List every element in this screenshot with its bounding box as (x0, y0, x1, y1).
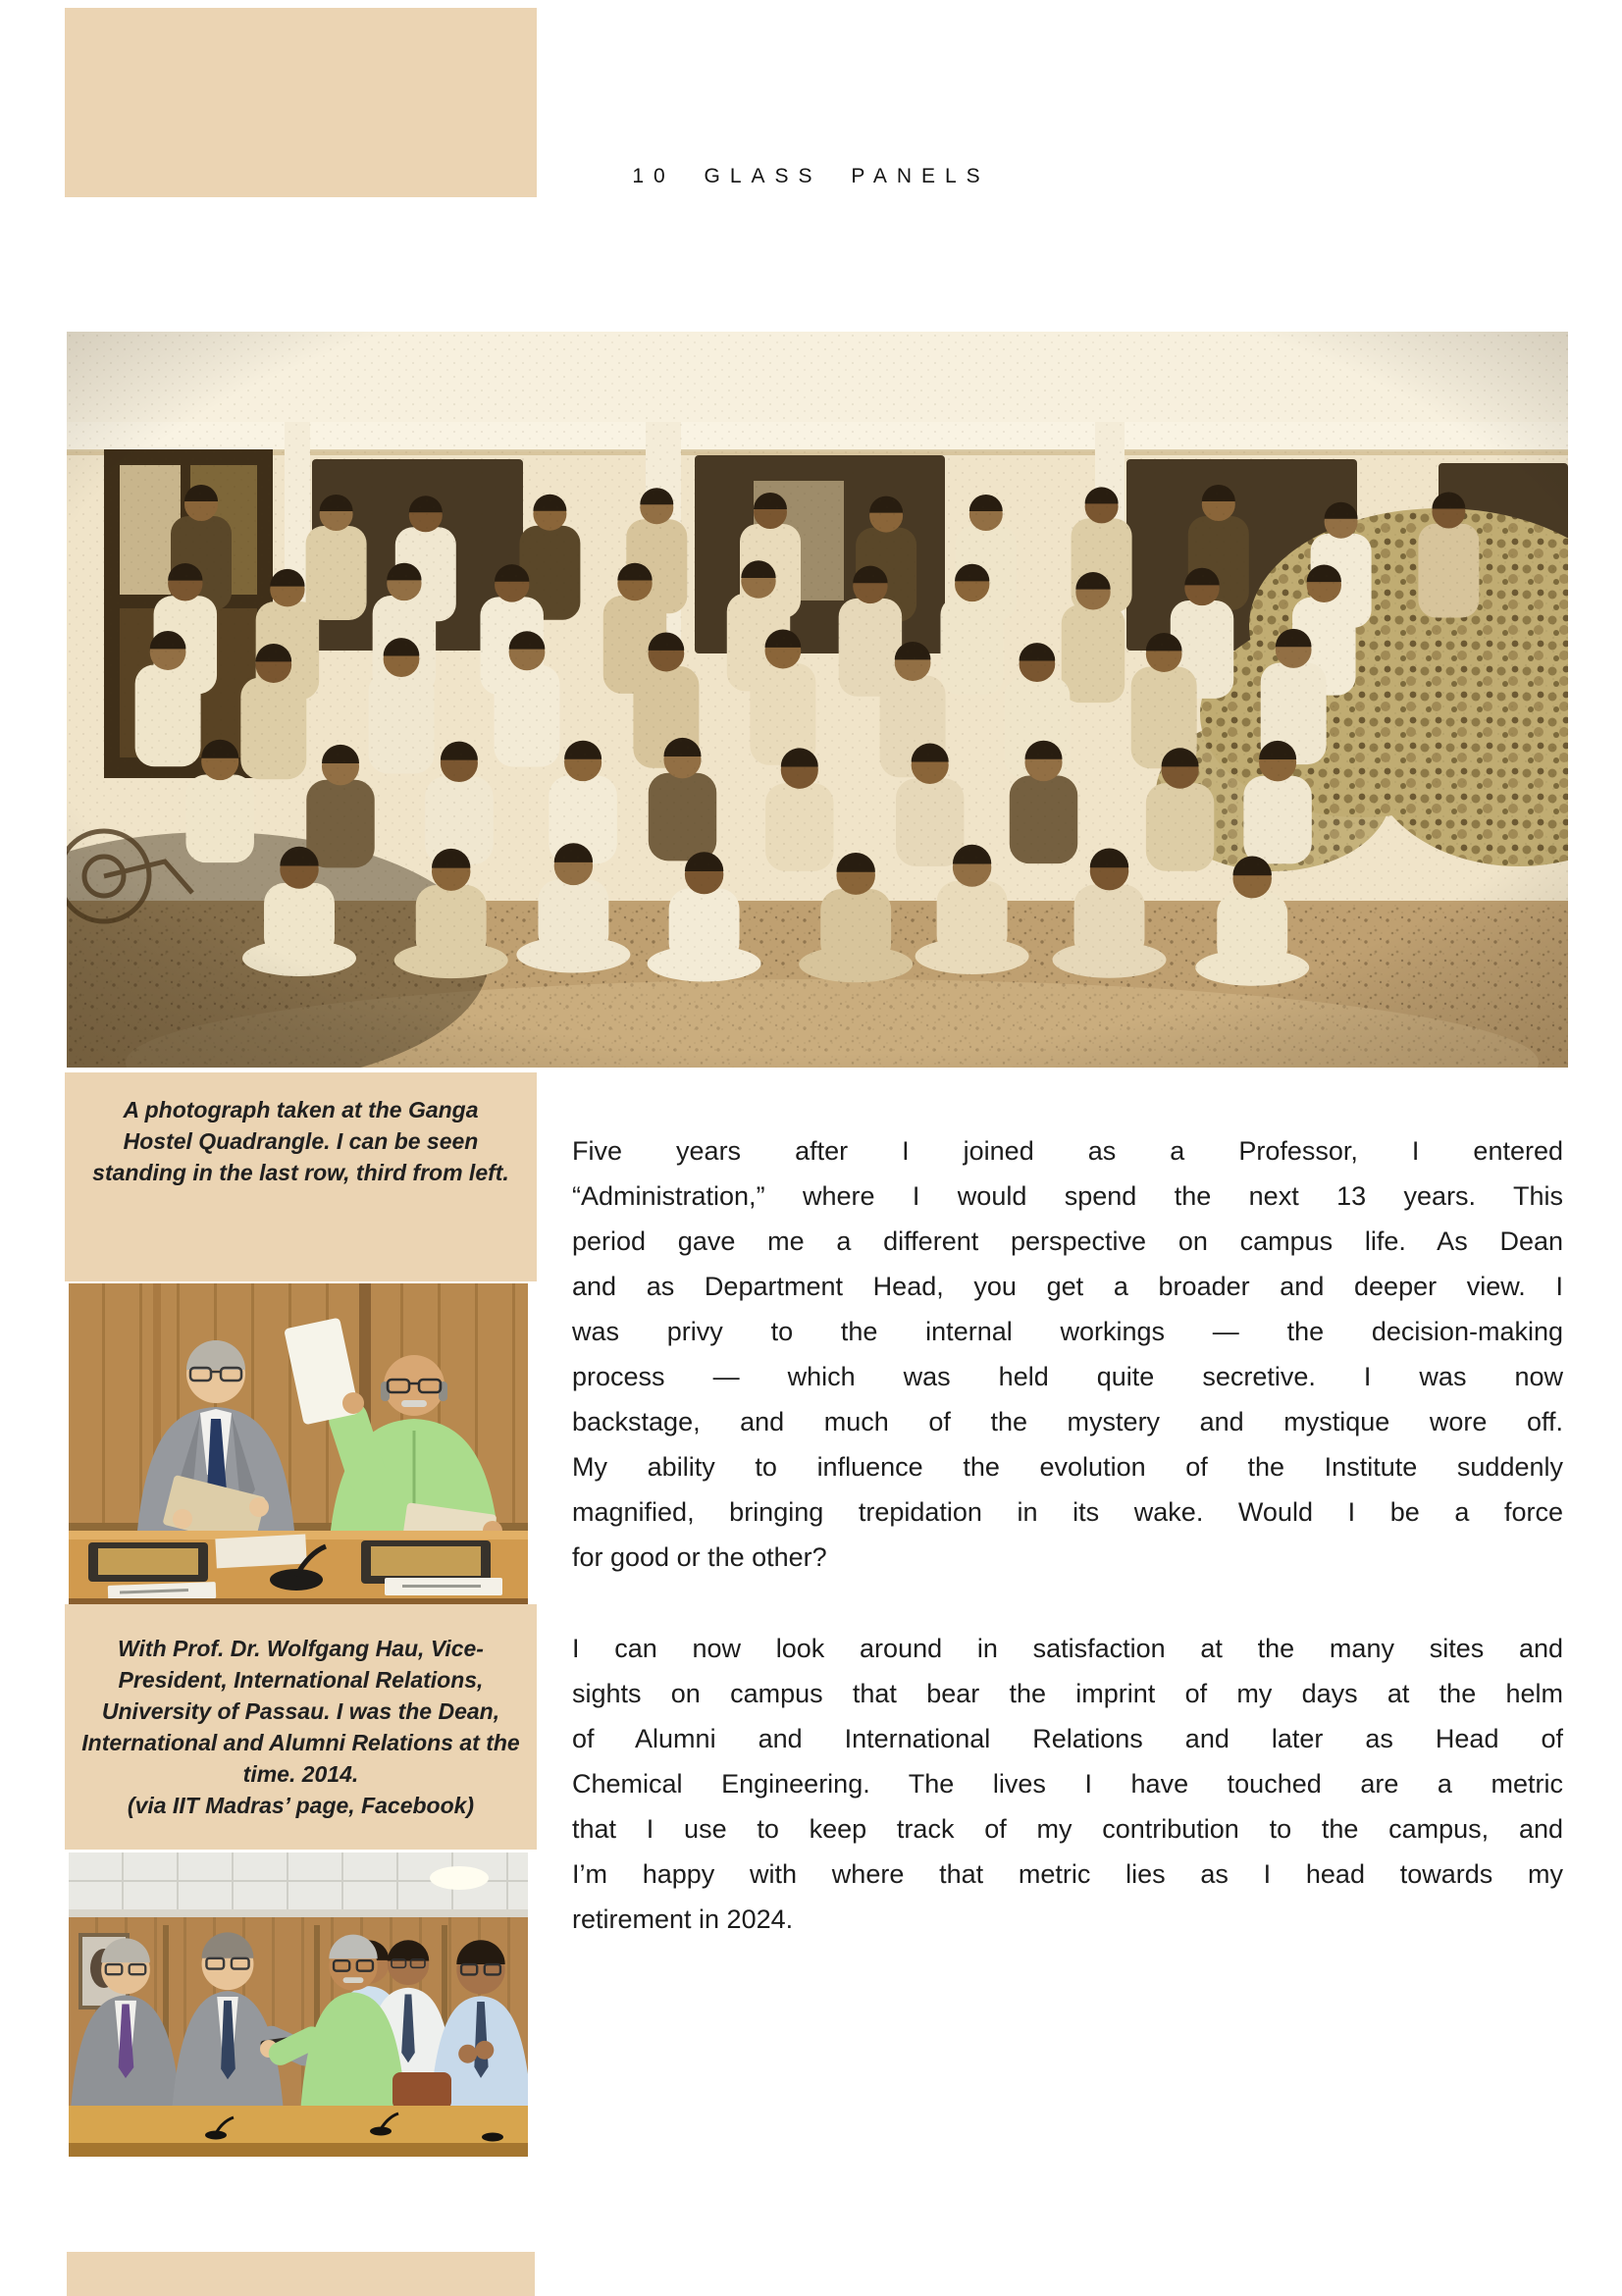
text-line: that I use to keep track of my contribution to the campus, and (572, 1814, 1563, 1844)
text-line: and as Department Head, you get a broader and deeper view. I (572, 1272, 1563, 1301)
quadrangle-photo (67, 332, 1568, 1068)
text-line: “Administration,” where I would spend the next 13 years. This (572, 1181, 1563, 1211)
quadrangle-caption (78, 1094, 523, 1188)
signing-photo-illustration (69, 1283, 528, 1604)
text-line: (via IIT Madras’ page, Facebook) (127, 1793, 475, 1818)
text-line: With Prof. Dr. Wolfgang Hau, Vice- (118, 1636, 484, 1661)
text-line: University of Passau. I was the Dean, (101, 1698, 500, 1724)
text-line: period gave me a different perspective on campus life. As Dean (572, 1226, 1563, 1256)
bottom-accent-block (67, 2252, 535, 2296)
wooden-chair (392, 2072, 451, 2110)
text-line: backstage, and much of the mystery and mystique wore off. (572, 1407, 1563, 1436)
signing-caption-card (65, 1604, 537, 1850)
text-line: Five years after I joined as a Professor, I entered (572, 1136, 1563, 1166)
text-line: for good or the other? (572, 1542, 827, 1572)
text-line: standing in the last row, third from left. (92, 1160, 509, 1185)
text-line: President, International Relations, (118, 1667, 484, 1693)
text-line: A photograph taken at the Ganga (123, 1097, 479, 1122)
text-line: International and Alumni Relations at the (81, 1730, 520, 1755)
meeting-table (69, 2106, 528, 2157)
quadrangle-caption-card (65, 1072, 537, 1281)
text-line: Chemical Engineering. The lives I have touched are a metric (572, 1769, 1563, 1799)
article-paragraph (572, 1626, 1563, 1942)
text-line: of Alumni and International Relations and later as Head of (572, 1724, 1563, 1753)
text-line: time. 2014. (242, 1761, 359, 1787)
text-line: process — which was held quite secretive. I was now (572, 1362, 1563, 1391)
text-line: Hostel Quadrangle. I can be seen (123, 1128, 479, 1154)
signing-caption (78, 1633, 523, 1821)
handover-photo (69, 1852, 528, 2157)
handover-photo-illustration (69, 1852, 528, 2157)
quadrangle-photo-illustration (67, 332, 1568, 1068)
article-column (572, 1128, 1563, 1942)
text-line: I’m happy with where that metric lies as I head towards my (572, 1859, 1563, 1889)
text-line: retirement in 2024. (572, 1905, 794, 1934)
conference-desk (69, 1531, 528, 1604)
text-line: magnified, bringing trepidation in its wake. Would I be a force (572, 1497, 1563, 1527)
article-paragraph (572, 1128, 1563, 1580)
text-line: My ability to influence the evolution of the Institute suddenly (572, 1452, 1563, 1482)
text-line: I can now look around in satisfaction at the many sites and (572, 1634, 1563, 1663)
page-header: 10 GLASS PANELS (632, 165, 990, 187)
text-line: sights on campus that bear the imprint of my days at the helm (572, 1679, 1563, 1708)
signing-photo (69, 1283, 528, 1604)
text-line: was privy to the internal workings — the decision-making (572, 1317, 1563, 1346)
